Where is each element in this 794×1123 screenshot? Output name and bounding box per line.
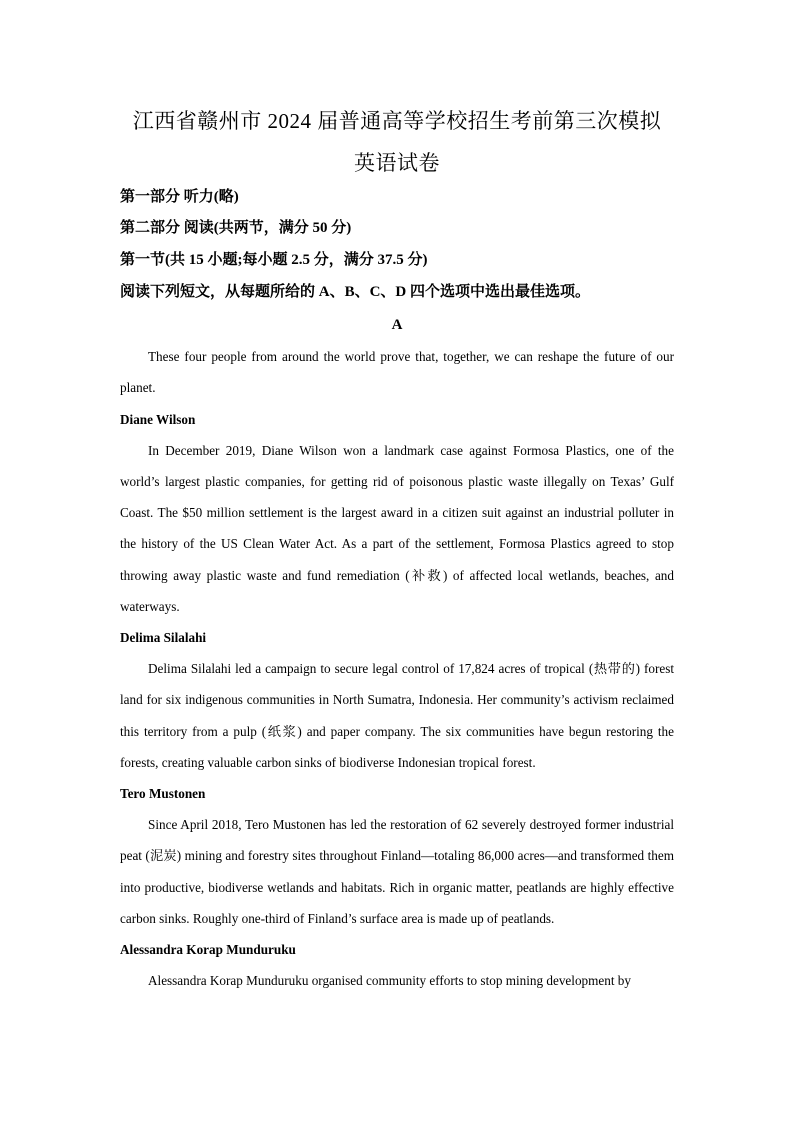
person-paragraph: Alessandra Korap Munduruku organised community efforts to stop mining development by bbox=[148, 973, 631, 989]
person-paragraph: In December 2019, Diane Wilson won a landmark case against Formosa Plastics, one of the world’s largest plastic companies, for getting rid of poisonous plastic waste illegally on Texas’ Gulf Coast. The $50 million settlement is the largest award in a citizen suit against an industrial polluter in the history of the US Clean Water Act. As a part of the settlement, Formosa Plastics agreed to stop throwing away plastic waste and fund remediation (补救) of affected local wetlands, beaches, and waterways. bbox=[120, 442, 674, 614]
passage-intro: These four people from around the world prove that, together, we can reshape the future of our planet. bbox=[120, 349, 674, 396]
person-name: Diane Wilson bbox=[120, 411, 196, 427]
person-name: Alessandra Korap Munduruku bbox=[120, 942, 296, 958]
part1-heading: 第一部分 听力(略) bbox=[120, 189, 239, 205]
person-paragraph: Since April 2018, Tero Mustonen has led the restoration of 62 severely destroyed former industrial peat (泥炭) mining and forestry sites throughout Finland—totaling 86,000 acres—and transformed them into productive, biodiverse wetlands and habitats. Rich in organic matter, peatlands are highly effective carbon sinks. Roughly one-third of Finland’s surface area is made up of peatlands. bbox=[120, 817, 674, 926]
section1-heading: 第一节(共 15 小题;每小题 2.5 分，满分 37.5 分) bbox=[120, 252, 428, 268]
person-paragraph: Delima Silalahi led a campaign to secure legal control of 17,824 acres of tropical (热带的) forest land for six indigenous communities in North Sumatra, Indonesia. Her community’s activism reclaimed this territory from a pulp (纸浆) and paper company. The six communities have begun restoring the forests, creating valuable carbon sinks of biodiverse Indonesian tropical forest. bbox=[120, 661, 674, 770]
passage-label: A bbox=[391, 317, 403, 333]
passage-a bbox=[120, 310, 674, 996]
part2-heading: 第二部分 阅读(共两节，满分 50 分) bbox=[120, 220, 352, 236]
person-name: Tero Mustonen bbox=[120, 786, 206, 802]
instruction-text: 阅读下列短文，从每题所给的 A、B、C、D 四个选项中选出最佳选项。 bbox=[120, 284, 591, 300]
person-name: Delima Silalahi bbox=[120, 630, 207, 646]
exam-subtitle: 英语试卷 bbox=[354, 151, 440, 175]
exam-title: 江西省赣州市 2024 届普通高等学校招生考前第三次模拟 bbox=[132, 109, 662, 133]
